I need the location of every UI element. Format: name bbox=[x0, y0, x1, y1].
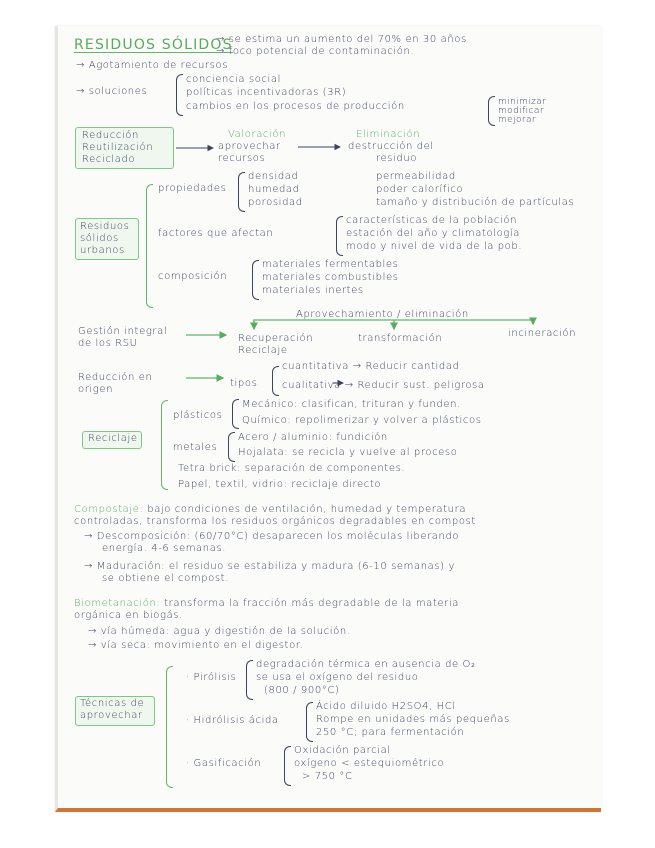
propiedad-item: tamaño y distribución de partículas bbox=[376, 197, 575, 208]
eliminacion-text: destrucción del bbox=[348, 141, 434, 152]
box-line: Residuos bbox=[80, 221, 130, 232]
metal-item: Acero / aluminio: fundición bbox=[238, 432, 388, 443]
produccion-sub-item: modificar bbox=[498, 106, 544, 116]
descomposicion-text: energía. 4-6 semanas. bbox=[102, 543, 227, 554]
factores-label: factores que afectan bbox=[158, 228, 274, 239]
factor-item: características de la población bbox=[346, 215, 518, 226]
propiedad-item: humedad bbox=[248, 184, 300, 195]
solucion-item: cambios en los procesos de producción bbox=[186, 101, 405, 112]
gasificacion-item: Oxidación parcial bbox=[294, 745, 391, 756]
produccion-sub-item: minimizar bbox=[498, 97, 547, 107]
box-line: Reciclado bbox=[82, 154, 136, 165]
pirolisis-label: · Pirólisis bbox=[186, 672, 237, 683]
soluciones-label: → soluciones bbox=[76, 86, 148, 97]
gestion-label: Gestión integral bbox=[78, 326, 168, 337]
via-humeda-text: → vía húmeda: agua y digestión de la solución. bbox=[88, 626, 351, 637]
metales-label: metales bbox=[173, 442, 218, 453]
box-line: Reducción bbox=[82, 130, 139, 141]
factor-item: estación del año y climatología bbox=[346, 228, 521, 239]
reduccion-label: origen bbox=[78, 384, 114, 395]
composicion-item: materiales combustibles bbox=[262, 272, 399, 283]
maduracion-text: → Maduración: el residuo se estabiliza y madura (6-10 semanas) y bbox=[84, 561, 455, 572]
pirolisis-item: se usa el oxígeno del residuo bbox=[256, 672, 419, 683]
hidrolisis-item: Ácido diluido H2SO4, HCl bbox=[316, 701, 456, 712]
plastico-item: Químico: repolimerizar y volver a plásticos bbox=[242, 415, 482, 426]
plasticos-label: plásticos bbox=[173, 410, 223, 421]
gasificacion-item: oxígeno < estequiométrico bbox=[294, 758, 445, 769]
connector-arrows bbox=[58, 26, 601, 808]
compostaje-text: bajo condiciones de ventilación, humedad y temperatura bbox=[147, 504, 467, 515]
pirolisis-item: (800 / 900°C) bbox=[264, 685, 340, 696]
hidrolisis-item: Rompe en unidades más pequeñas bbox=[316, 714, 510, 725]
maduracion-text: se obtiene el compost. bbox=[102, 573, 229, 584]
propiedad-item: densidad bbox=[248, 171, 299, 182]
intro-line-1: → se estima un aumento del 70% en 30 años bbox=[216, 34, 467, 45]
notebook-page bbox=[55, 26, 601, 812]
box-line: Reutilización bbox=[82, 142, 154, 153]
box-line: Técnicas de bbox=[80, 698, 145, 709]
box-line: aprovechar bbox=[80, 710, 143, 721]
tipo-item: cualitativa → Reducir sust. peligrosa bbox=[282, 380, 485, 391]
valoracion-heading: Valoración bbox=[228, 129, 287, 140]
recuperacion-text: Reciclaje bbox=[238, 345, 288, 356]
tipos-label: tipos bbox=[230, 378, 258, 389]
descomposicion-text: → Descomposición: (60/70°C) desaparecen los moléculas liberando bbox=[84, 531, 460, 542]
tipo-item: cuantitativa → Reducir cantidad bbox=[282, 361, 460, 372]
reduccion-label: Reducción en bbox=[78, 372, 153, 383]
transformacion-text: transformación bbox=[358, 333, 443, 344]
solucion-item: políticas incentivadoras (3R) bbox=[186, 87, 347, 98]
tetra-text: Tetra brick: separación de componentes. bbox=[178, 463, 406, 474]
compostaje-text: controladas, transforma los residuos orgánicos degradables en compost bbox=[74, 516, 476, 527]
via-seca-text: → vía seca: movimiento en el digestor. bbox=[88, 640, 304, 651]
biometanacion-text: orgánica en biogás. bbox=[74, 610, 183, 621]
propiedades-label: propiedades bbox=[158, 183, 227, 194]
pirolisis-item: degradación térmica en ausencia de O₂ bbox=[256, 659, 476, 670]
propiedad-item: porosidad bbox=[248, 197, 303, 208]
page-title: RESIDUOS SÓLIDOS bbox=[74, 37, 233, 53]
valoracion-text: aprovechar bbox=[218, 141, 281, 152]
box-line: urbanos bbox=[80, 245, 125, 256]
gestion-header: Aprovechamiento / eliminación bbox=[296, 309, 469, 320]
recuperacion-text: Recuperación bbox=[238, 333, 314, 344]
intro-line-2: → foco potencial de contaminación. bbox=[216, 46, 415, 57]
produccion-sub-item: mejorar bbox=[498, 115, 537, 125]
compostaje-term: Compostaje: bbox=[74, 504, 144, 515]
propiedad-item: poder calorífico bbox=[376, 184, 464, 195]
eliminacion-text: residuo bbox=[376, 153, 418, 164]
propiedad-item: permeabilidad bbox=[376, 171, 456, 182]
factor-item: modo y nivel de vida de la pob. bbox=[346, 241, 523, 252]
composicion-label: composición bbox=[158, 271, 228, 282]
gasificacion-label: · Gasificación bbox=[186, 758, 262, 769]
papel-text: Papel, textil, vidrio: reciclaje directo bbox=[178, 479, 382, 490]
composicion-item: materiales inertes bbox=[262, 285, 364, 296]
biometanacion-text: transforma la fracción más degradable de la materia bbox=[164, 598, 459, 609]
gasificacion-item: > 750 °C bbox=[302, 771, 353, 782]
eliminacion-heading: Eliminación bbox=[356, 129, 421, 140]
solucion-item: conciencia social bbox=[186, 74, 282, 85]
valoracion-text: recursos bbox=[218, 153, 266, 164]
biometanacion-term: Biometanación: bbox=[74, 598, 161, 609]
gestion-label: de los RSU bbox=[78, 338, 138, 349]
plastico-item: Mecánico: clasifican, trituran y funden. bbox=[242, 399, 461, 410]
box-line: sólidos bbox=[80, 233, 119, 244]
metal-item: Hojalata: se recicla y vuelve al proceso bbox=[238, 447, 458, 458]
agotamiento-text: → Agotamiento de recursos bbox=[76, 60, 229, 71]
hidrolisis-label: · Hidrólisis ácida bbox=[186, 715, 279, 726]
composicion-item: materiales fermentables bbox=[262, 259, 399, 270]
hidrolisis-item: 250 °C; para fermentación bbox=[316, 727, 465, 738]
reciclaje-label: Reciclaje bbox=[88, 433, 138, 444]
incineracion-text: incineración bbox=[508, 328, 577, 339]
